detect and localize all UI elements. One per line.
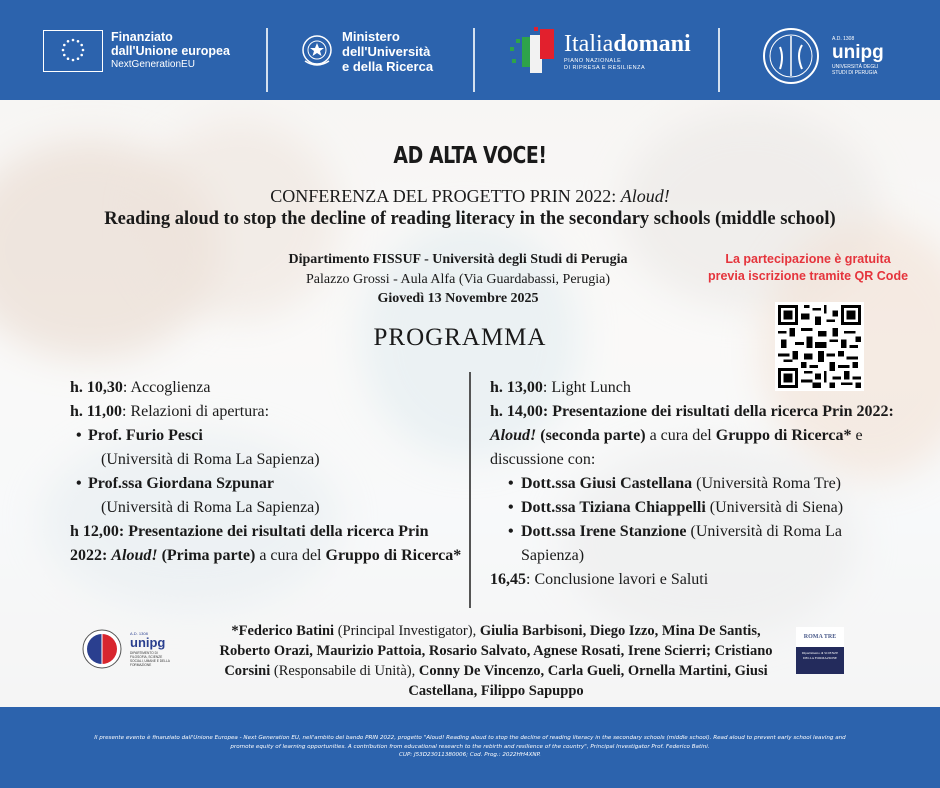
activity-text: e discussione con: — [490, 427, 863, 468]
activity: : Accoglienza — [122, 379, 211, 396]
unipg-seal-icon — [82, 629, 122, 669]
ministry-line3: e della Ricerca — [342, 58, 434, 74]
unipg-sub: UNIVERSITÀ DEGLI STUDI DI PERUGIA — [832, 64, 879, 76]
fissuf-name: unipg — [130, 635, 166, 650]
italia-text: Italia — [564, 30, 614, 57]
department: Dipartimento FISSUF - Università degli Studi di Perugia — [288, 252, 628, 267]
pnrr-line1: PIANO NAZIONALE — [564, 57, 622, 64]
funding-line1: Il presente evento è finanziato dall'Unione Europea - Next Generation EU, nell'ambito del bando PRIN 2022, progetto "Aloud! Reading aloud to stop the decline of reading literacy in the secondary schools (middle school). Read aloud to prevent early school leaving and — [94, 735, 846, 741]
speaker-affiliation: (Università di Roma La Sapienza) — [101, 499, 320, 516]
speaker-item — [70, 424, 465, 448]
registration-line1: La partecipazione è gratuita — [725, 252, 891, 266]
programme-heading: PROGRAMMA — [373, 324, 547, 351]
members: Giulia Barbisoni, Diego Izzo, Mina De Santis, Roberto Orazi, Maurizio Pattoia, Rosario Salvato, Agnese Rosati, Irene Scierri; Cristiano Corsini — [219, 623, 773, 679]
time: h. 13,00 — [490, 379, 543, 396]
unit-role: (Responsabile di Unità), — [270, 663, 419, 679]
research-group: Gruppo di Ricerca* — [325, 547, 462, 564]
registration-notice — [683, 251, 933, 285]
programme-item — [70, 400, 465, 424]
domani-text: domani — [613, 30, 691, 57]
time: h 12,00 — [70, 523, 119, 540]
column-divider — [469, 372, 471, 608]
header-divider — [473, 28, 475, 92]
speaker-affiliation: (Università di Roma La Sapienza) — [101, 451, 320, 468]
research-group-list — [208, 621, 784, 701]
discussant-name: Dott.ssa Irene Stanzione — [521, 523, 687, 540]
speaker-name: Prof.ssa Giordana Szpunar — [88, 475, 274, 492]
pi-role: (Principal Investigator), — [334, 623, 480, 639]
eu-line1: Finanziato — [111, 30, 173, 44]
programme-item — [70, 376, 465, 400]
unipg-seal-icon — [762, 27, 820, 85]
activity-title: : Presentazione dei risultati della ricerca Prin 2022: — [542, 403, 894, 420]
header-divider — [266, 28, 268, 92]
ministry-logo — [300, 28, 433, 74]
speaker-name: Prof. Furio Pesci — [88, 427, 203, 444]
project-name: Aloud! — [490, 427, 537, 444]
fissuf-year: A.D. 1308 — [130, 631, 148, 636]
discussant-affiliation: (Università Roma Tre) — [692, 475, 841, 492]
eu-line2: dall'Unione europea — [111, 44, 230, 58]
header-divider — [718, 28, 720, 92]
programme-item — [490, 568, 910, 592]
activity-part: (seconda parte) — [536, 427, 646, 444]
activity-text: a cura del — [255, 547, 326, 564]
speaker-item — [70, 472, 465, 496]
eu-logo — [43, 28, 230, 74]
pnrr-line2: DI RIPRESA E RESILIENZA — [564, 64, 646, 71]
eu-line3: NextGenerationEU — [111, 59, 195, 70]
discussant-name: Dott.ssa Tiziana Chiappelli — [521, 499, 706, 516]
programme-item — [490, 376, 910, 400]
italiadomani-logo — [508, 28, 691, 74]
footer-banner — [0, 707, 940, 788]
discussant-item — [490, 472, 910, 496]
roma3-logo — [796, 627, 844, 674]
event-title: AD ALTA VOCE! — [393, 143, 547, 169]
header-banner — [0, 0, 940, 100]
time: h. 10,30 — [70, 379, 123, 396]
eu-flag-icon — [43, 30, 103, 72]
research-group: Gruppo di Ricerca* — [715, 427, 852, 444]
event-subtitle: Reading aloud to stop the decline of reading literacy in the secondary schools (middle school) — [104, 209, 836, 229]
activity: : Relazioni di apertura: — [122, 403, 270, 420]
members: Conny De Vincenzo, Carla Gueli, Ornella Martini, Giusi Castellana, Filippo Sapuppo — [408, 663, 768, 699]
programme-item — [490, 400, 900, 472]
activity: : Light Lunch — [542, 379, 631, 396]
venue: Palazzo Grossi - Aula Alfa (Via Guardabassi, Perugia) — [306, 272, 610, 287]
time: 16,45 — [490, 571, 526, 588]
time: h. 11,00 — [70, 403, 123, 420]
activity: : Conclusione lavori e Saluti — [526, 571, 709, 588]
programme-morning — [70, 376, 465, 568]
conference-prefix: CONFERENZA DEL PROGETTO PRIN 2022: — [270, 186, 621, 206]
discussant-affiliation: (Università di Siena) — [705, 499, 844, 516]
activity-title: : Presentazione dei risultati della ricerca Prin 2022: — [70, 523, 429, 564]
emblem-icon — [300, 31, 334, 71]
unipg-name: unipg — [832, 42, 884, 63]
activity-text: a cura del — [645, 427, 716, 444]
fissuf-logo — [82, 626, 192, 672]
conference-project: Aloud! — [620, 186, 670, 206]
ministry-line2: dell'Università — [342, 43, 431, 59]
unipg-logo — [762, 26, 884, 86]
ministry-line1: Ministero — [342, 28, 400, 44]
discussant-name: Dott.ssa Giusi Castellana — [521, 475, 693, 492]
activity-part: (Prima parte) — [157, 547, 256, 564]
programme-item — [70, 520, 465, 568]
unipg-year: A.D. 1308 — [832, 36, 855, 42]
pi-name: *Federico Batini — [231, 623, 335, 639]
funding-line2: promote equity of learning opportunities. A contribution from educational research to the rebirth and resilience of the country", Principal Investigator Prof. Federico Batini. — [230, 743, 710, 750]
project-name: Aloud! — [111, 547, 158, 564]
time: h. 14,00 — [490, 403, 543, 420]
fissuf-sub: DIPARTIMENTO DI FILOSOFIA, SCIENZE SOCIALI, UMANE E DELLA FORMAZIONE — [130, 651, 170, 667]
funding-line3: CUP: J53D23011380006; Cod. Prog.: 2022HH4XNP. — [399, 752, 541, 759]
discussant-item — [490, 496, 910, 520]
italy-flag-icon — [508, 25, 560, 77]
discussant-item — [490, 520, 895, 568]
funding-statement — [40, 734, 900, 760]
event-date: Giovedì 13 Novembre 2025 — [377, 291, 539, 306]
conference-title — [0, 186, 940, 207]
roma3-name: ROMA TRE — [803, 634, 837, 640]
registration-line2: previa iscrizione tramite QR Code — [707, 269, 909, 283]
roma3-sub: Dipartimento di SCIENZE DELLA FORMAZIONE — [796, 647, 844, 674]
programme-afternoon — [490, 376, 910, 592]
discussant-affiliation: (Università di Roma La Sapienza) — [521, 523, 842, 564]
